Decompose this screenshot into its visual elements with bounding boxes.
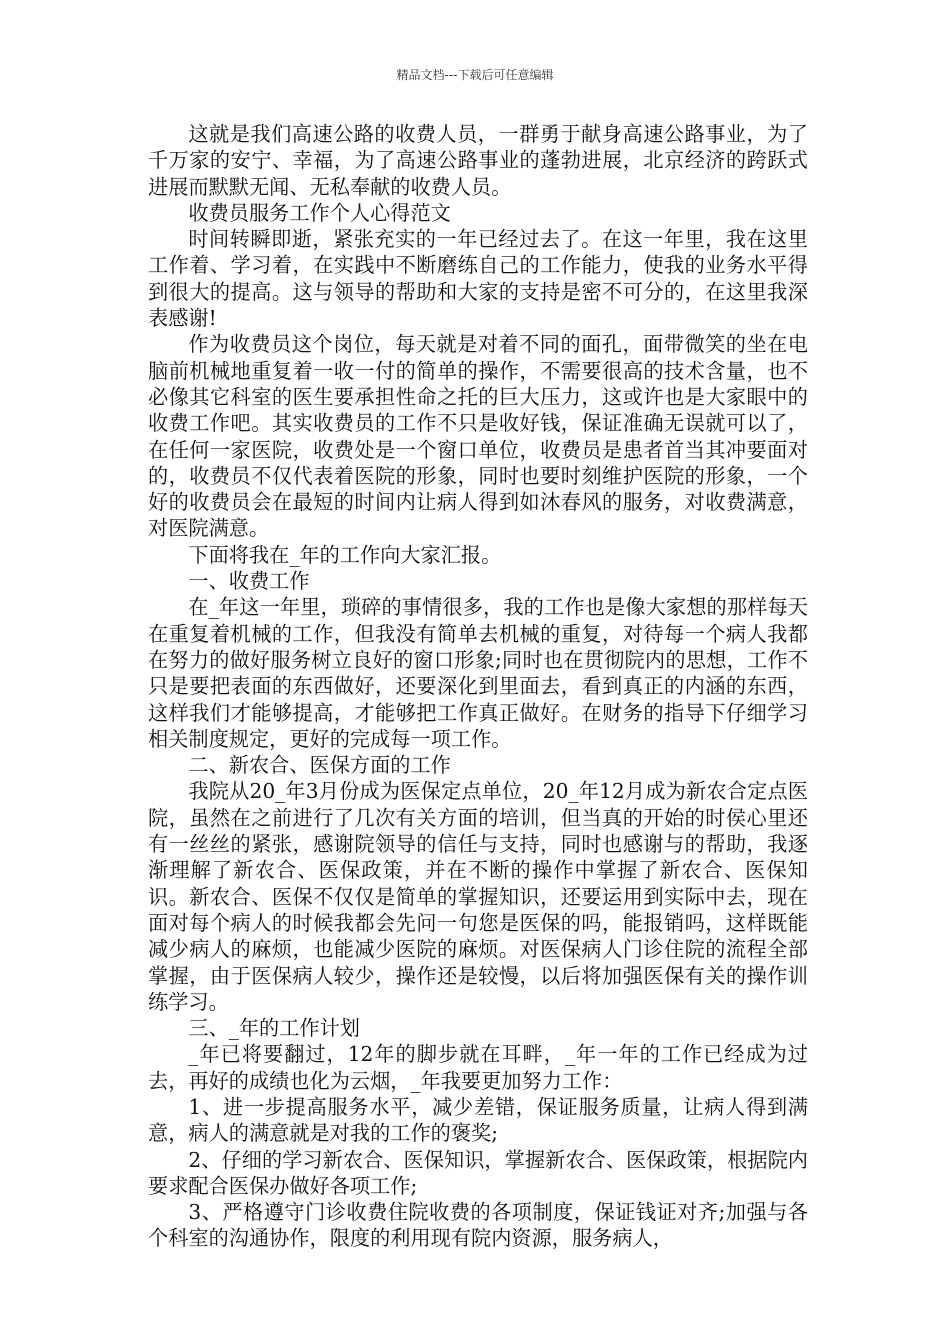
list-item: 2、仔细的学习新农合、医保知识，掌握新农合、医保政策，根据院内要求配合医保办做好各项工作;	[148, 1147, 808, 1198]
section-heading: 三、_年的工作计划	[188, 1016, 360, 1041]
paragraph: 我院从20_年3月份成为医保定点单位，20_年12月成为新农合定点医院，虽然在之前进行了几次有关方面的培训，但当真的开始的时侯心里还有一丝丝的紧张，感谢院领导的信任与支持，同时也感谢与的帮助，我逐渐理解了新农合、医保政策，并在不断的操作中掌握了新农合、医保知识。新农合、医保不仅仅是简单的掌握知识，还要运用到实际中去，现在面对每个病人的时候我都会先问一句您是医保的吗，能报销吗，这样既能减少病人的麻烦，也能减少医院的麻烦。对医保病人门诊住院的流程全部掌握，由于医保病人较少，操作还是较慢，以后将加强医保有关的操作训练学习。	[148, 779, 808, 1014]
page-header: 精品文档---下载后可任意编辑	[396, 68, 554, 82]
paragraph: 时间转瞬即逝，紧张充实的一年已经过去了。在这一年里，我在这里工作着、学习着，在实践中不断磨练自己的工作能力，使我的业务水平得到很大的提高。这与领导的帮助和大家的支持是密不可分的，在这里我深表感谢!	[148, 227, 808, 331]
section-heading: 一、收费工作	[188, 569, 310, 594]
paragraph: _年已将要翻过，12年的脚步就在耳畔，_年一年的工作已经成为过去，再好的成绩也化为云烟，_年我要更加努力工作：	[148, 1042, 808, 1093]
list-item: 3、严格遵守门诊收费住院收费的各项制度，保证钱证对齐;加强与各个科室的沟通协作，限度的利用现有院内资源，服务病人，	[148, 1200, 808, 1251]
paragraph: 这就是我们高速公路的收费人员，一群勇于献身高速公路事业，为了千万家的安宁、幸福，为了高速公路事业的蓬勃进展，北京经济的跨跃式进展而默默无闻、无私奉献的收费人员。	[148, 122, 808, 199]
section-heading: 二、新农合、医保方面的工作	[188, 753, 451, 778]
paragraph: 下面将我在_年的工作向大家汇报。	[188, 542, 502, 567]
section-title: 收费员服务工作个人心得范文	[188, 200, 451, 225]
paragraph: 在_年这一年里，琐碎的事情很多，我的工作也是像大家想的那样每天在重复着机械的工作，但我没有简单去机械的重复，对待每一个病人我都在努力的做好服务树立良好的窗口形象;同时也在贯彻院内的思想，工作不只是要把表面的东西做好，还要深化到里面去，看到真正的内涵的东西，这样我们才能够提高，才能够把工作真正做好。在财务的指导下仔细学习相关制度规定，更好的完成每一项工作。	[148, 595, 808, 751]
list-item: 1、进一步提高服务水平，减少差错，保证服务质量，让病人得到满意，病人的满意就是对我的工作的褒奖;	[148, 1094, 808, 1146]
document-body	[148, 121, 808, 1252]
paragraph: 作为收费员这个岗位，每天就是对着不同的面孔，面带微笑的坐在电脑前机械地重复着一收一付的简单的操作，不需要很高的技术含量，也不必像其它科室的医生要承担性命之托的巨大压力，这或许也是大家眼中的收费工作吧。其实收费员的工作不只是收好钱，保证准确无误就可以了，在任何一家医院，收费处是一个窗口单位，收费员是患者首当其冲要面对的，收费员不仅代表着医院的形象，同时也要时刻维护医院的形象，一个好的收费员会在最短的时间内让病人得到如沐春风的服务，对收费满意，对医院满意。	[148, 332, 808, 541]
